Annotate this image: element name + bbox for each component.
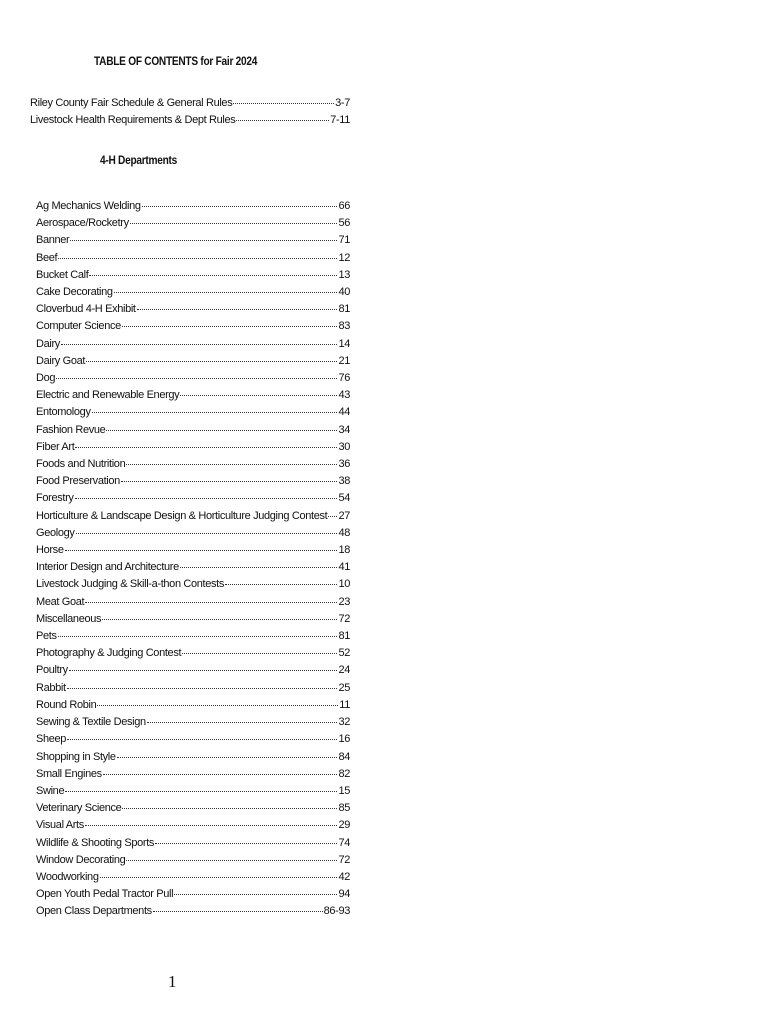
toc-entry: [36, 766, 350, 783]
toc-entry: [36, 749, 350, 766]
toc-entry: [36, 456, 350, 473]
toc-entry-label: Cloverbud 4-H Exhibit: [36, 303, 136, 316]
toc-entry-label: Foods and Nutrition: [36, 458, 126, 471]
toc-entry-label: Round Robin: [36, 698, 97, 711]
dot-leader: [86, 361, 337, 362]
dot-leader: [65, 550, 338, 551]
dot-leader: [67, 688, 338, 689]
toc-entry-page: 56: [338, 217, 350, 230]
dot-leader: [61, 344, 338, 345]
toc-entry-page: 30: [338, 440, 350, 453]
toc-entry: [36, 473, 350, 490]
toc-entry: [36, 645, 350, 662]
toc-entry-page: 43: [338, 389, 350, 402]
dot-leader: [137, 309, 338, 310]
dot-leader: [85, 825, 338, 826]
toc-entry-page: 16: [338, 733, 350, 746]
toc-entry-label: Open Class Departments: [36, 905, 152, 918]
dot-leader: [75, 498, 338, 499]
toc-entry-label: Rabbit: [36, 681, 66, 694]
dot-leader: [233, 103, 334, 104]
toc-entry-label: Ag Mechanics Welding: [36, 200, 141, 212]
toc-entry-label: Small Engines: [36, 767, 102, 780]
toc-entry-label: Beef: [36, 251, 58, 264]
toc-entry-label: Open Youth Pedal Tractor Pull: [36, 888, 174, 901]
toc-entry-page: 76: [338, 372, 350, 385]
toc-entry: [36, 215, 350, 232]
toc-entry: [36, 835, 350, 852]
toc-entry-label: Visual Arts: [36, 819, 84, 832]
toc-entry-label: Dog: [36, 372, 56, 385]
toc-entry: [36, 662, 350, 679]
toc-entry-label: Fiber Art: [36, 440, 75, 453]
dot-leader: [70, 240, 337, 241]
section-heading: 4-H Departments: [100, 155, 178, 167]
toc-entry-page: 42: [338, 870, 350, 883]
toc-entry-page: 3-7: [335, 97, 350, 109]
toc-entry-page: 54: [338, 492, 350, 505]
toc-entry-page: 11: [339, 698, 350, 711]
toc-entry: [36, 284, 350, 301]
toc-entry-label: Banner: [36, 234, 70, 247]
toc-entry-label: Electric and Renewable Energy: [36, 389, 180, 402]
toc-entry-page: 82: [338, 767, 350, 780]
dot-leader: [225, 584, 337, 585]
toc-entry-label: Food Preservation: [36, 475, 120, 488]
toc-entry-label: Swine: [36, 784, 65, 797]
toc-entry-label: Sheep: [36, 733, 67, 746]
dot-leader: [76, 533, 338, 534]
dot-leader: [126, 860, 337, 861]
toc-entry-page: 24: [338, 664, 350, 677]
dot-leader: [100, 877, 338, 878]
toc-entry-label: Photography & Judging Contest: [36, 647, 182, 660]
toc-entry-page: 36: [338, 458, 350, 471]
toc-entry: [36, 817, 350, 834]
toc-entry-page: 29: [338, 819, 350, 832]
dot-leader: [122, 326, 338, 327]
toc-entry-label: Wildlife & Shooting Sports: [36, 836, 155, 849]
toc-entry-label: Bucket Calf: [36, 268, 89, 281]
toc-entry-page: 32: [338, 716, 350, 729]
toc-entry-label: Aerospace/Rocketry: [36, 217, 129, 230]
toc-entry: [36, 714, 350, 731]
toc-entry: [36, 232, 350, 249]
dot-leader: [174, 894, 337, 895]
dot-leader: [75, 447, 337, 448]
toc-entry-page: 25: [338, 681, 350, 694]
dot-leader: [180, 395, 337, 396]
dot-leader: [58, 258, 337, 259]
page-number: 1: [168, 972, 177, 991]
toc-entry-label: Poultry: [36, 664, 68, 677]
toc-entry-label: Riley County Fair Schedule & General Rules: [30, 97, 233, 109]
toc-entry: [36, 697, 350, 714]
toc-entry: [36, 301, 350, 318]
toc-entry-label: Geology: [36, 526, 75, 539]
dot-leader: [85, 602, 337, 603]
dot-leader: [142, 206, 338, 207]
toc-entry: [30, 95, 350, 112]
dot-leader: [236, 120, 329, 121]
toc-entry: [36, 869, 350, 886]
dot-leader: [67, 739, 337, 740]
toc-entry-page: 40: [338, 286, 350, 299]
toc-entry-page: 74: [338, 836, 350, 849]
toc-entry-page: 94: [338, 888, 350, 901]
toc-entry-label: Dairy Goat: [36, 354, 86, 367]
toc-entry-label: Meat Goat: [36, 595, 85, 608]
dot-leader: [65, 791, 337, 792]
toc-entry-page: 84: [338, 750, 350, 763]
toc-entry-label: Horse: [36, 544, 64, 557]
toc-entry: [36, 370, 350, 387]
toc-entry: [36, 198, 350, 215]
dot-leader: [102, 619, 337, 620]
toc-entry-page: 85: [338, 802, 350, 815]
dot-leader: [122, 808, 337, 809]
toc-entry-page: 21: [338, 354, 350, 367]
toc-entry-label: Entomology: [36, 406, 91, 419]
toc-entry: [36, 731, 350, 748]
toc-entry: [36, 404, 350, 421]
toc-entry-page: 15: [338, 784, 350, 797]
toc-entry-label: Shopping in Style: [36, 750, 116, 763]
toc-entry-page: 44: [338, 406, 350, 419]
page-title: TABLE OF CONTENTS for Fair 2024: [94, 56, 258, 68]
toc-entry-page: 34: [338, 423, 350, 436]
dot-leader: [155, 843, 337, 844]
dot-leader: [58, 636, 338, 637]
toc-entry-page: 48: [338, 526, 350, 539]
toc-entry: [30, 112, 350, 129]
toc-entry-label: Dairy: [36, 337, 60, 350]
general-entries-list: [30, 95, 350, 129]
dot-leader: [126, 464, 337, 465]
dot-leader: [97, 705, 338, 706]
toc-entry-label: Horticulture & Landscape Design & Horticulture Judging Contest: [36, 509, 328, 522]
toc-entry: [36, 525, 350, 542]
dot-leader: [328, 516, 337, 517]
toc-entry-label: Window Decorating: [36, 853, 126, 866]
toc-entry: [36, 490, 350, 507]
dot-leader: [56, 378, 337, 379]
toc-entry-page: 13: [338, 268, 350, 281]
toc-entry-page: 38: [338, 475, 350, 488]
dot-leader: [69, 670, 338, 671]
toc-entry-label: Interior Design and Architecture: [36, 561, 179, 574]
toc-entry-page: 83: [338, 320, 350, 333]
dot-leader: [121, 481, 338, 482]
toc-entry: [36, 576, 350, 593]
toc-entry-label: Veterinary Science: [36, 802, 122, 815]
toc-entry-page: 81: [338, 303, 350, 316]
dot-leader: [147, 722, 338, 723]
toc-entry-page: 81: [338, 630, 350, 643]
toc-entry: [36, 542, 350, 559]
toc-entry: [36, 680, 350, 697]
toc-entry: [36, 336, 350, 353]
toc-entry-page: 71: [338, 234, 350, 247]
toc-entry-page: 23: [338, 595, 350, 608]
toc-entry-label: Fashion Revue: [36, 423, 106, 436]
dot-leader: [117, 757, 338, 758]
toc-entry: [36, 318, 350, 335]
toc-entry: [36, 628, 350, 645]
toc-entry-page: 27: [338, 509, 350, 522]
dot-leader: [130, 223, 338, 224]
toc-entry: [36, 439, 350, 456]
toc-entry-page: 41: [338, 561, 350, 574]
toc-entry-page: 18: [338, 544, 350, 557]
toc-entry: [36, 903, 350, 920]
toc-entry: [36, 250, 350, 267]
toc-entry-label: Livestock Judging & Skill-a-thon Contests: [36, 578, 225, 591]
dot-leader: [106, 430, 337, 431]
toc-entry: [36, 594, 350, 611]
toc-entry: [36, 267, 350, 284]
toc-entry: [36, 800, 350, 817]
dot-leader: [180, 567, 338, 568]
toc-entry-label: Sewing & Textile Design: [36, 716, 146, 729]
dot-leader: [153, 911, 323, 912]
toc-entry: [36, 559, 350, 576]
toc-entry-page: 86-93: [323, 905, 350, 918]
toc-entry-page: 14: [338, 337, 350, 350]
toc-entry: [36, 508, 350, 525]
toc-entry-page: 72: [338, 612, 350, 625]
toc-entry-page: 7-11: [330, 114, 350, 127]
toc-entry-page: 72: [338, 853, 350, 866]
toc-entry-label: Pets: [36, 630, 57, 643]
toc-entry-page: 12: [338, 251, 350, 264]
dot-leader: [89, 275, 337, 276]
toc-entry: [36, 783, 350, 800]
toc-entry: [36, 852, 350, 869]
dot-leader: [114, 292, 338, 293]
departments-list: [36, 198, 350, 921]
toc-entry-label: Miscellaneous: [36, 612, 102, 625]
toc-entry-label: Forestry: [36, 492, 74, 505]
toc-entry-label: Cake Decorating: [36, 286, 113, 299]
toc-entry-page: 10: [338, 578, 350, 591]
toc-entry-page: 66: [338, 200, 350, 212]
toc-entry: [36, 387, 350, 404]
dot-leader: [182, 653, 337, 654]
toc-entry-page: 52: [338, 647, 350, 660]
toc-entry-label: Livestock Health Requirements & Dept Rules: [30, 114, 236, 127]
toc-entry: [36, 422, 350, 439]
toc-entry-label: Woodworking: [36, 870, 99, 883]
toc-entry-label: Computer Science: [36, 320, 121, 333]
dot-leader: [92, 412, 338, 413]
toc-entry: [36, 353, 350, 370]
toc-entry: [36, 886, 350, 903]
toc-entry: [36, 611, 350, 628]
dot-leader: [103, 774, 338, 775]
